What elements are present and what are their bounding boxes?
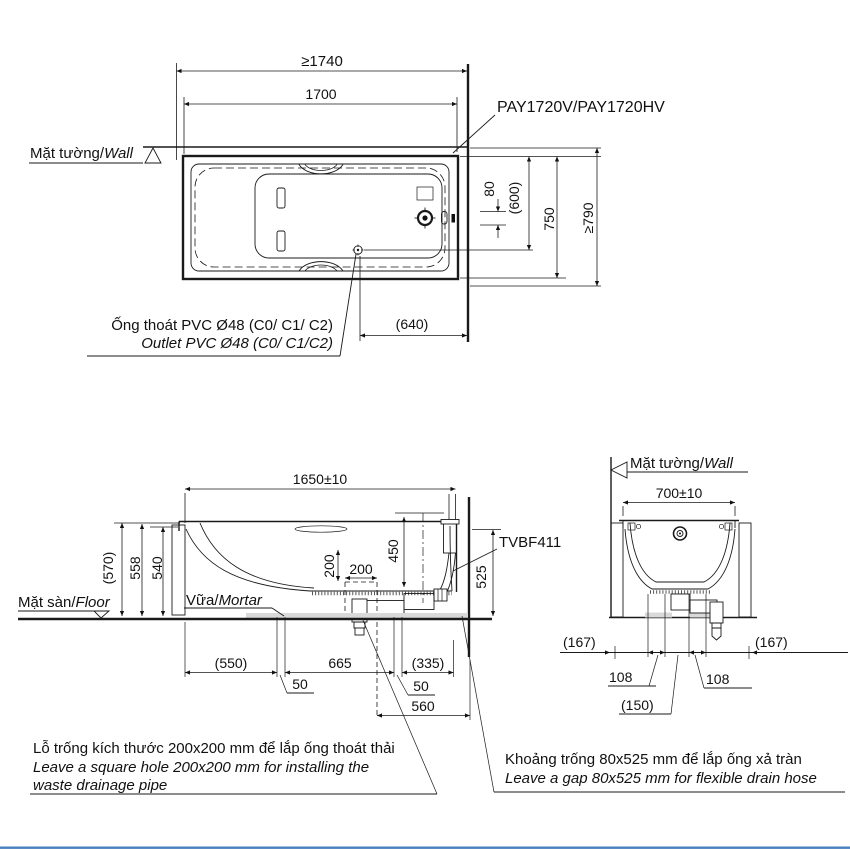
- dim-overflow-to-wall: 560: [411, 698, 435, 714]
- dim-height-rim: 558: [127, 556, 143, 580]
- dim-side-length: 1650±10: [292, 471, 348, 487]
- outlet-note-leader: [340, 254, 356, 356]
- note-hole-vi: Lỗ trống kích thước 200x200 mm để lắp ống thoát thải: [33, 740, 395, 757]
- dim-gap-height: 525: [473, 565, 489, 589]
- side-height-dimensions: [100, 523, 180, 616]
- floor-hatch-icon: [94, 611, 109, 618]
- dim-width: 750: [541, 207, 557, 231]
- plan-fitting-plate: [417, 187, 433, 200]
- plan-model-label: PAY1720V/PAY1720HV: [497, 99, 665, 116]
- end-bottom-dimensions: [560, 594, 848, 714]
- plan-pad-bottom: [277, 231, 285, 251]
- dim-foot-clearance: (550): [214, 655, 248, 671]
- page-bottom-accent: [0, 847, 850, 849]
- plan-grip-recess-bottom: [299, 262, 343, 271]
- end-wall-arrow-icon: [611, 462, 627, 478]
- dim-overflow-height: 450: [385, 539, 401, 563]
- plan-tub-hidden-edge: [195, 168, 445, 267]
- dim-head-span: (335): [411, 655, 445, 671]
- end-support-left: [611, 523, 623, 617]
- side-apron: [172, 525, 185, 615]
- note-hole-en2: waste drainage pipe: [33, 777, 168, 794]
- plan-tub-rim-inner: [191, 164, 449, 271]
- dim-pad-right: 108: [706, 671, 730, 687]
- dim-clearance-length: ≥1740: [301, 53, 343, 70]
- drain-tee: [404, 594, 434, 610]
- overflow-hose: [440, 553, 449, 590]
- plan-antislip-dots: [310, 190, 408, 247]
- outlet-note-vi: Ống thoát PVC Ø48 (C0/ C1/ C2): [111, 317, 333, 334]
- dim-mid-span: 665: [328, 655, 352, 671]
- end-wall-label: Mặt tường/Wall: [630, 455, 733, 472]
- plan-wall-hatch-icon: [145, 148, 161, 163]
- mortar-bed: [246, 613, 468, 619]
- dim-side-left: (167): [563, 634, 596, 650]
- corrugated-pipe: [366, 601, 404, 614]
- end-view: [560, 455, 848, 714]
- dim-gap-left: 50: [292, 676, 308, 692]
- dim-end-width: 700±10: [655, 485, 703, 501]
- end-tub-section: [609, 521, 757, 618]
- drain-model-label: TVBF411: [499, 534, 562, 551]
- note-gap-en: Leave a gap 80x525 mm for flexible drain hose: [505, 770, 817, 787]
- dim-center-gap: (150): [621, 697, 654, 713]
- side-grip-hole: [295, 526, 347, 532]
- dim-gap-right: 50: [413, 678, 429, 694]
- plan-tub-basin: [255, 174, 442, 258]
- plan-outlet-icon: [353, 245, 364, 256]
- outlet-note-en: Outlet PVC Ø48 (C0/ C1/C2): [141, 335, 333, 352]
- note-hole-en1: Leave a square hole 200x200 mm for installing the: [33, 759, 370, 776]
- dim-side-right: (167): [755, 634, 788, 650]
- dim-clearance-width: ≥790: [580, 202, 596, 234]
- dim-height-total: (570): [100, 551, 116, 585]
- dim-hole-depth: 200: [321, 554, 337, 578]
- dim-height-apron: 540: [149, 556, 165, 580]
- mortar-label: Vữa/Mortar: [186, 592, 262, 609]
- plan-view: [29, 53, 665, 356]
- end-overflow-icon: [674, 527, 687, 540]
- note-gap-vi: Khoảng trống 80x525 mm để lắp ống xả tràn: [505, 751, 802, 768]
- plan-pad-top: [277, 188, 285, 208]
- dim-overflow-offset: 80: [481, 181, 497, 197]
- dim-drain-center: (600): [506, 181, 522, 215]
- dim-length: 1700: [305, 86, 337, 102]
- note-drain-hole: [30, 618, 437, 794]
- plan-dimensions: [177, 53, 602, 341]
- end-support-right: [739, 523, 751, 617]
- plan-outlet-note: [87, 254, 356, 356]
- plan-wall-label: Mặt tường/Wall: [30, 145, 133, 162]
- plan-overflow-mark: [452, 214, 456, 223]
- dim-hole-width: 200: [349, 561, 373, 577]
- plan-grip-recess-top: [299, 165, 343, 174]
- note-gap-leader: [462, 616, 494, 792]
- plan-model-leader: [453, 115, 495, 153]
- side-bottom-dimensions: [185, 617, 470, 720]
- dim-outlet-offset: (640): [395, 316, 429, 332]
- side-view: [18, 471, 561, 720]
- floor-label: Mặt sàn/Floor: [18, 594, 110, 611]
- plan-drain-icon: [415, 208, 436, 229]
- dim-pad-left: 108: [609, 669, 633, 685]
